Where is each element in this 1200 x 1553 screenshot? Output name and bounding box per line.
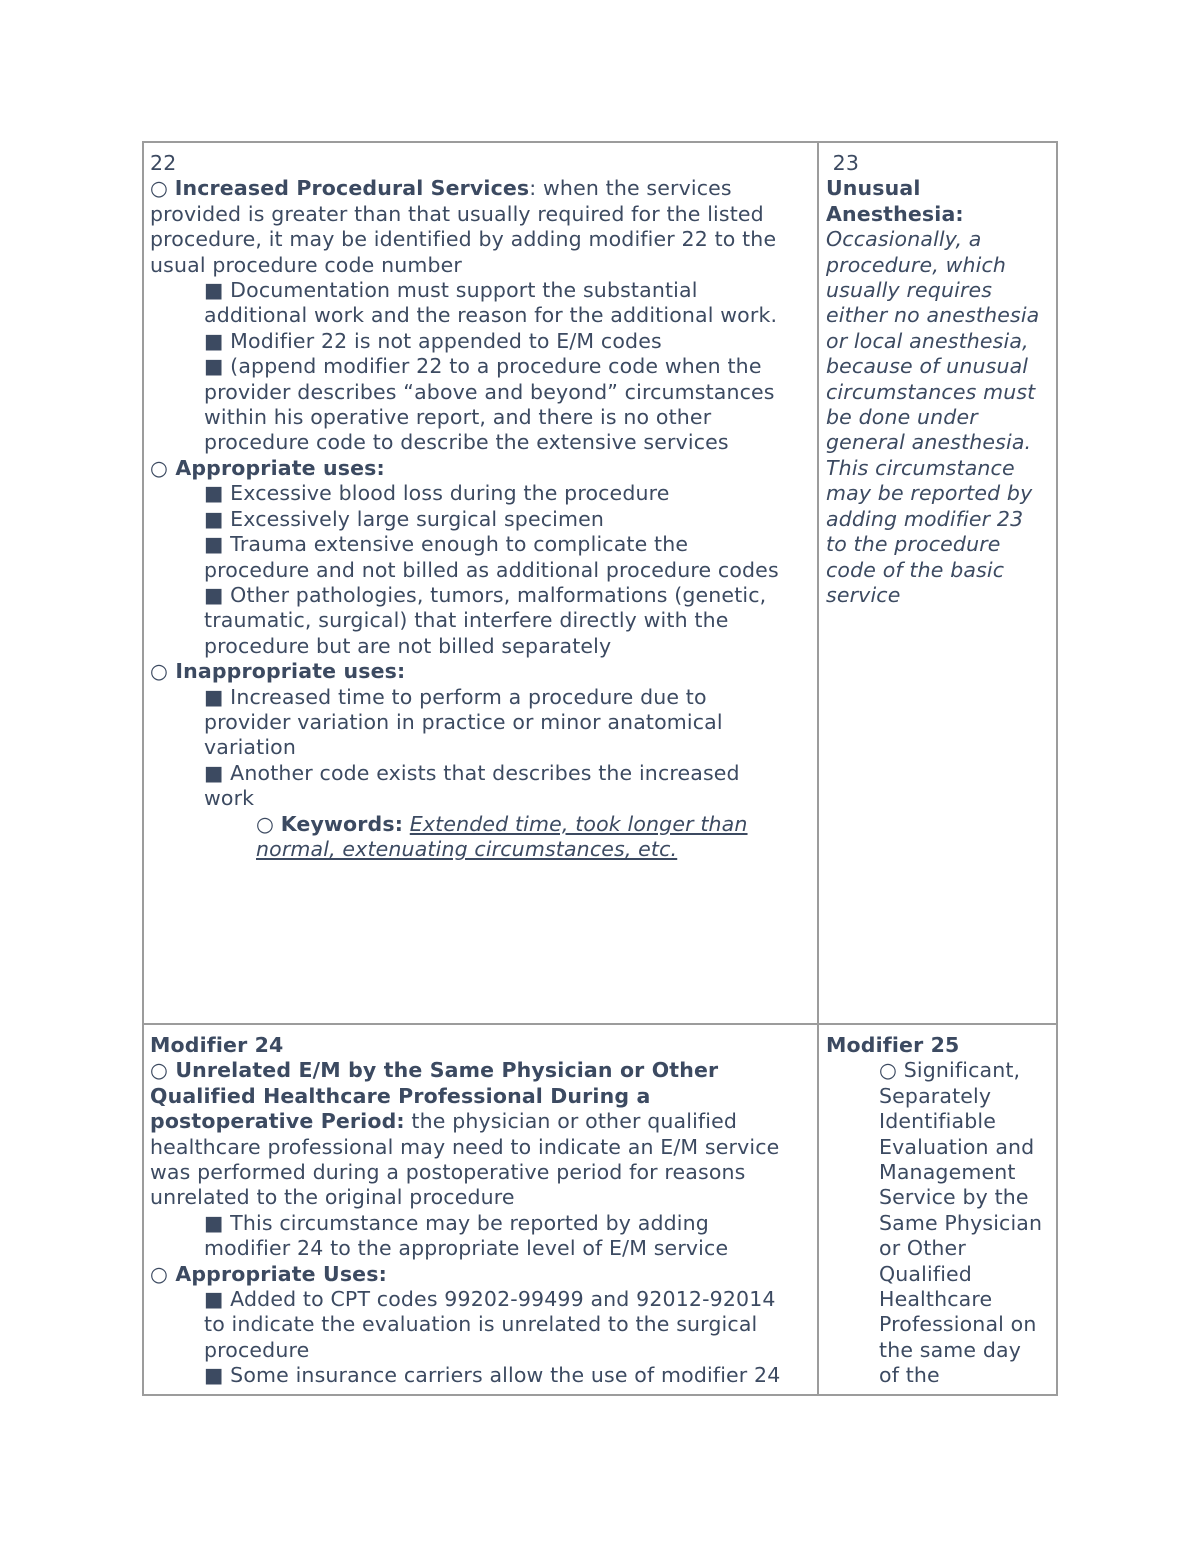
list-item-cont: modifier 24 to the appropriate level of E/M service <box>204 1236 729 1261</box>
desc-line: the same day <box>879 1337 1022 1362</box>
section-heading-inappropriate: ○ Inappropriate uses: <box>150 659 406 684</box>
desc-line: This circumstance <box>826 455 1015 480</box>
list-item-cont: provider describes “above and beyond” circumstances <box>204 379 775 404</box>
modifier-title: Anesthesia: <box>826 201 964 226</box>
desc-line: Management <box>879 1160 1016 1185</box>
desc-line: procedure, which <box>826 252 1007 277</box>
desc-line: either no anesthesia <box>826 303 1040 328</box>
desc-line: procedure, it may be identified by adding modifier 22 to the <box>150 227 777 252</box>
desc-line: provided is greater than that usually required for the listed <box>150 201 764 226</box>
list-item: ■ Excessively large surgical specimen <box>204 506 604 531</box>
cell-modifier-23 <box>819 143 1058 1025</box>
desc-line: Same Physician <box>879 1210 1043 1235</box>
desc-line: the physician or other qualified <box>404 1109 738 1134</box>
desc-line: : when the services <box>529 176 732 201</box>
section-heading-appropriate: ○ Appropriate uses: <box>150 455 385 480</box>
list-item-cont: to indicate the evaluation is unrelated to the surgical <box>204 1312 758 1337</box>
list-item: ■ This circumstance may be reported by adding <box>204 1210 709 1235</box>
desc-line: Evaluation and <box>879 1134 1035 1159</box>
desc-line: Occasionally, a <box>826 227 982 252</box>
keywords-line: ○ Keywords: Extended time, took longer than <box>256 811 748 836</box>
list-item-cont: procedure and not billed as additional procedure codes <box>204 557 779 582</box>
list-item-cont: provider variation in practice or minor anatomical <box>204 709 723 734</box>
modifier-heading: ○ Unrelated E/M by the Same Physician or Other <box>150 1058 719 1083</box>
cell-modifier-24 <box>144 1025 819 1396</box>
modifier-title: Unusual <box>826 176 921 201</box>
desc-line: usual procedure code number <box>150 252 462 277</box>
modifier-code: 23 <box>826 151 860 175</box>
desc-line: code of the basic <box>826 557 1005 582</box>
desc-line: be done under <box>826 405 978 430</box>
list-item: ■ Some insurance carriers allow the use of modifier 24 <box>204 1363 781 1388</box>
desc-line: Separately <box>879 1083 992 1108</box>
modifier-code: 22 <box>150 151 177 175</box>
keywords-text: normal, extenuating circumstances, etc. <box>256 836 678 861</box>
desc-line: to the procedure <box>826 532 1001 557</box>
list-item: ■ Added to CPT codes 99202-99499 and 92012-92014 <box>204 1287 776 1312</box>
list-item: ■ (append modifier 22 to a procedure code when the <box>204 354 762 379</box>
desc-line: Identifiable <box>879 1109 996 1134</box>
list-item-cont: within his operative report, and there is no other <box>204 405 712 430</box>
desc-line: of the <box>879 1363 940 1388</box>
desc-line: healthcare professional may need to indicate an E/M service <box>150 1134 780 1159</box>
list-item-cont: procedure <box>204 1337 310 1362</box>
modifier-table <box>142 141 1058 1396</box>
list-item-cont: additional work and the reason for the additional work. <box>204 303 778 328</box>
modifier-heading: Qualified Healthcare Professional During a <box>150 1083 651 1108</box>
list-item: ■ Excessive blood loss during the procedure <box>204 481 670 506</box>
list-item-cont: traumatic, surgical) that interfere directly with the <box>204 608 729 633</box>
list-item: ■ Another code exists that describes the increased <box>204 760 740 785</box>
list-item: ■ Other pathologies, tumors, malformations (genetic, <box>204 582 767 607</box>
desc-line: was performed during a postoperative period for reasons <box>150 1160 746 1185</box>
desc-line: may be reported by <box>826 481 1033 506</box>
cell-modifier-22 <box>144 143 819 1025</box>
modifier-heading: postoperative Period: <box>150 1109 405 1134</box>
list-item-cont: variation <box>204 735 296 760</box>
desc-line: unrelated to the original procedure <box>150 1185 515 1210</box>
list-item-cont: procedure code to describe the extensive services <box>204 430 729 455</box>
modifier-title: Modifier 25 <box>826 1033 960 1057</box>
desc-line: adding modifier 23 <box>826 506 1024 531</box>
list-item: ■ Modifier 22 is not appended to E/M codes <box>204 328 662 353</box>
cell-modifier-25 <box>819 1025 1058 1396</box>
desc-line: Service by the <box>879 1185 1029 1210</box>
keywords-text: Extended time, took longer than <box>409 811 748 836</box>
desc-line: circumstances must <box>826 379 1036 404</box>
desc-line: Qualified <box>879 1261 972 1286</box>
modifier-title: Modifier 24 <box>150 1033 284 1057</box>
desc-line: because of unusual <box>826 354 1029 379</box>
desc-line: usually requires <box>826 278 993 303</box>
desc-line: Professional on <box>879 1312 1037 1337</box>
desc-line: service <box>826 582 901 607</box>
desc-line: Healthcare <box>879 1287 993 1312</box>
desc-line: or Other <box>879 1236 966 1261</box>
list-item: ■ Documentation must support the substantial <box>204 278 698 303</box>
keywords-label: Keywords: <box>280 811 404 836</box>
section-heading-appropriate: ○ Appropriate Uses: <box>150 1261 387 1286</box>
list-item: ■ Increased time to perform a procedure due to <box>204 684 707 709</box>
desc-line: general anesthesia. <box>826 430 1032 455</box>
list-item-cont: work <box>204 786 255 811</box>
desc-line: ○ Significant, <box>879 1058 1021 1083</box>
modifier-title-line <box>150 176 811 201</box>
modifier-title: Increased Procedural Services <box>174 176 530 201</box>
desc-line: or local anesthesia, <box>826 328 1029 353</box>
list-item: ■ Trauma extensive enough to complicate the <box>204 532 689 557</box>
list-item-cont: procedure but are not billed separately <box>204 633 612 658</box>
bullet: ○ <box>150 176 169 201</box>
